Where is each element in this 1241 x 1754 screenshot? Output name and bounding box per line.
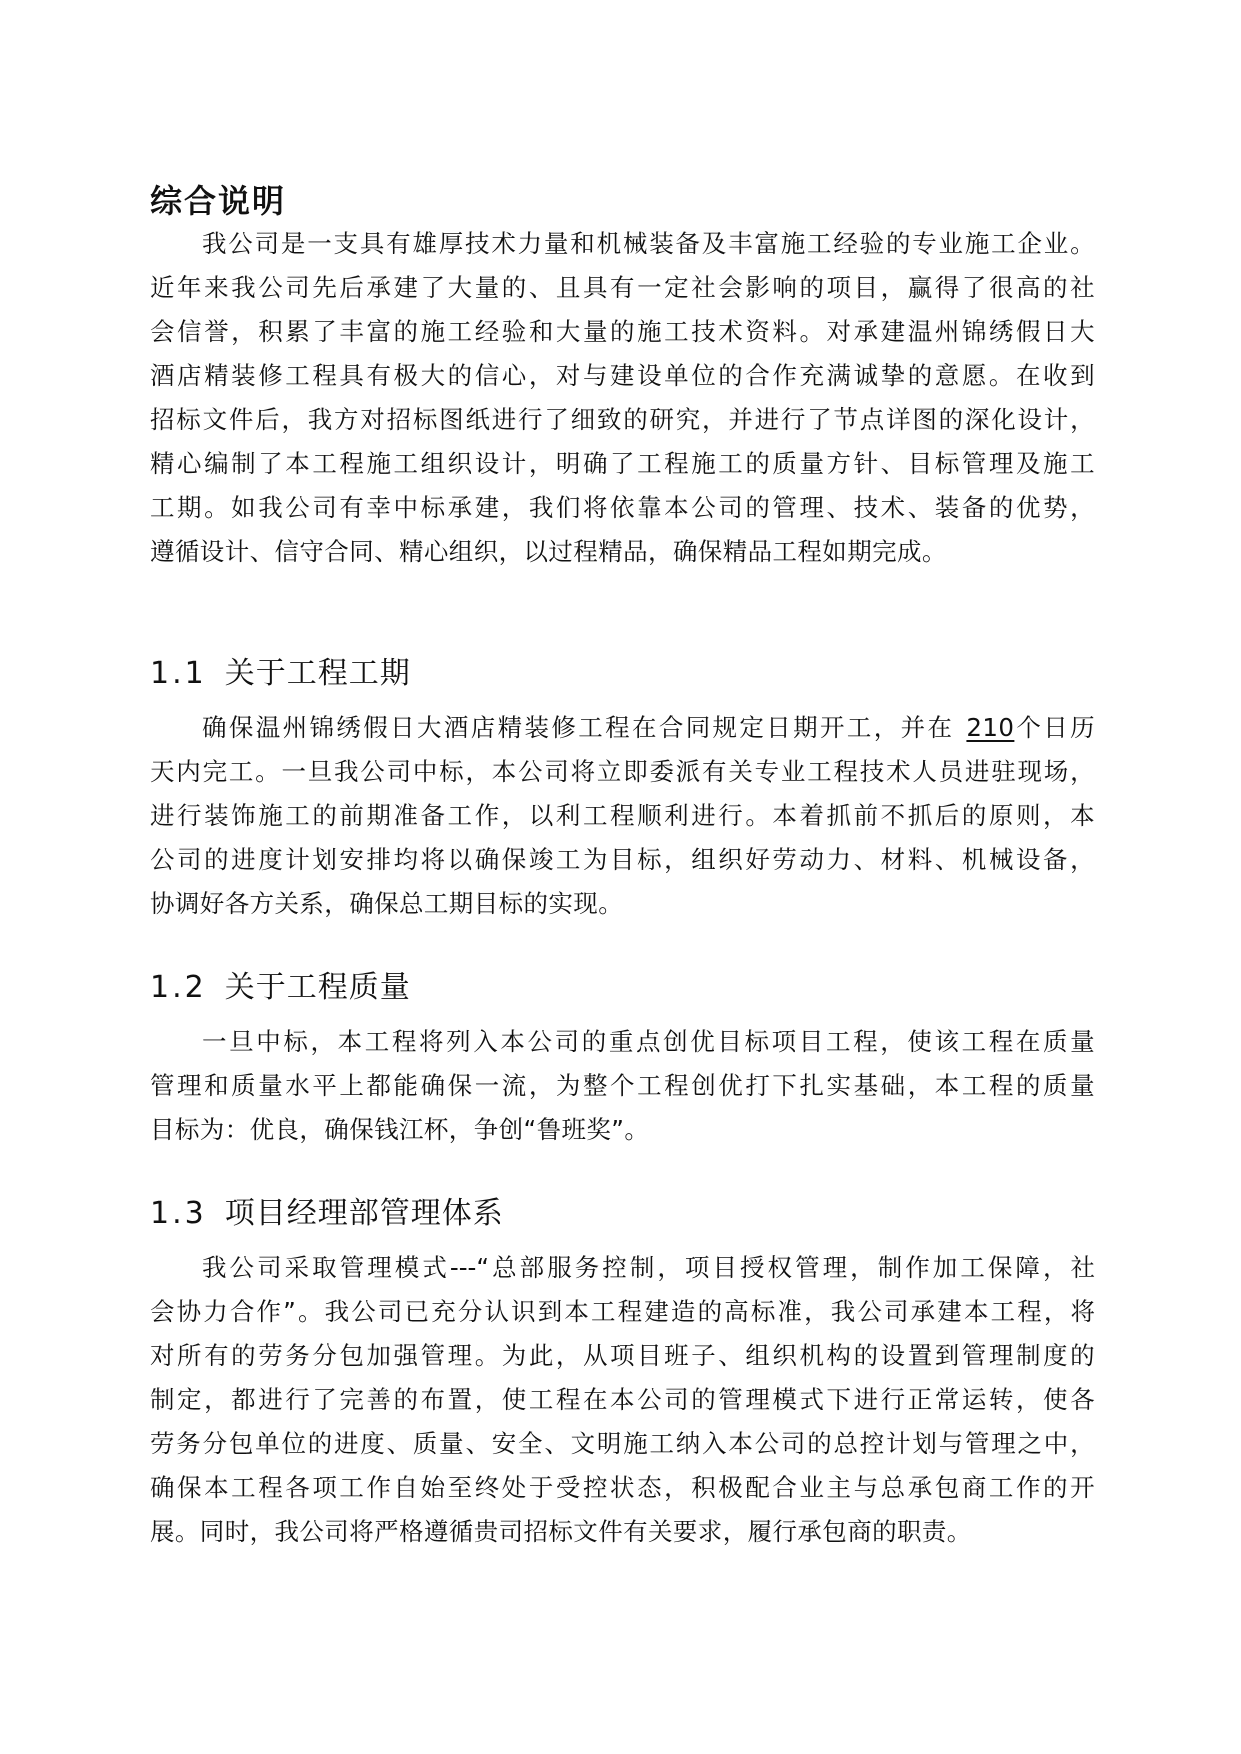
section-heading-schedule — [150, 652, 411, 696]
paragraph-line: 我公司是一支具有雄厚技术力量和机械装备及丰富施工经验的专业施工企业。 — [202, 229, 1095, 258]
paragraph-line: 会协力合作”。我公司已充分认识到本工程建造的高标准，我公司承建本工程，将 — [150, 1297, 1095, 1326]
section-number: 1.1 — [150, 656, 207, 691]
paragraph-line: 进行装饰施工的前期准备工作，以利工程顺利进行。本着抓前不抓后的原则，本 — [150, 801, 1095, 830]
paragraph-line: 酒店精装修工程具有极大的信心，对与建设单位的合作充满诚挚的意愿。在收到 — [150, 361, 1095, 390]
section-title: 关于工程质量 — [224, 970, 411, 1005]
document-title: 综合说明 — [150, 182, 287, 220]
paragraph-line: 一旦中标，本工程将列入本公司的重点创优目标项目工程，使该工程在质量 — [202, 1027, 1095, 1056]
section-title: 关于工程工期 — [224, 656, 411, 691]
section-number: 1.2 — [150, 970, 207, 1005]
paragraph-line: 劳务分包单位的进度、质量、安全、文明施工纳入本公司的总控计划与管理之中， — [150, 1429, 1095, 1458]
paragraph-line: 公司的进度计划安排均将以确保竣工为目标，组织好劳动力、材料、机械设备， — [150, 845, 1095, 874]
paragraph-line: 目标为：优良，确保钱江杯，争创“鲁班奖”。 — [150, 1115, 650, 1144]
paragraph-text: 确保温州锦绣假日大酒店精装修工程在合同规定日期开工，并在 — [202, 713, 955, 742]
intro-paragraph — [150, 222, 1095, 574]
duration-days-value: 210 — [966, 713, 1015, 742]
paragraph-line — [150, 706, 1095, 750]
paragraph-line: 协调好各方关系，确保总工期目标的实现。 — [150, 889, 624, 918]
paragraph-line: 近年来我公司先后承建了大量的、且具有一定社会影响的项目，赢得了很高的社 — [150, 273, 1095, 302]
paragraph-line: 招标文件后，我方对招标图纸进行了细致的研究，并进行了节点详图的深化设计， — [150, 405, 1095, 434]
section-heading-management — [150, 1192, 504, 1236]
quality-paragraph — [150, 1020, 1095, 1152]
paragraph-line: 天内完工。一旦我公司中标，本公司将立即委派有关专业工程技术人员进驻现场， — [150, 757, 1095, 786]
paragraph-line: 工期。如我公司有幸中标承建，我们将依靠本公司的管理、技术、装备的优势， — [150, 493, 1095, 522]
paragraph-line: 精心编制了本工程施工组织设计，明确了工程施工的质量方针、目标管理及施工 — [150, 449, 1095, 478]
schedule-paragraph — [150, 706, 1095, 926]
section-title: 项目经理部管理体系 — [224, 1196, 504, 1231]
paragraph-line: 会信誉，积累了丰富的施工经验和大量的施工技术资料。对承建温州锦绣假日大 — [150, 317, 1095, 346]
paragraph-line: 遵循设计、信守合同、精心组织，以过程精品，确保精品工程如期完成。 — [150, 537, 947, 566]
paragraph-line: 展。同时，我公司将严格遵循贵司招标文件有关要求，履行承包商的职责。 — [150, 1517, 972, 1546]
paragraph-line: 我公司采取管理模式---“总部服务控制，项目授权管理，制作加工保障，社 — [202, 1253, 1095, 1282]
paragraph-line: 对所有的劳务分包加强管理。为此，从项目班子、组织机构的设置到管理制度的 — [150, 1341, 1095, 1370]
section-heading-quality — [150, 966, 411, 1010]
duration-days-unit: 个日历 — [1014, 713, 1096, 742]
paragraph-line: 制定，都进行了完善的布置，使工程在本公司的管理模式下进行正常运转，使各 — [150, 1385, 1095, 1414]
section-number: 1.3 — [150, 1196, 207, 1231]
management-paragraph — [150, 1246, 1095, 1554]
paragraph-line: 管理和质量水平上都能确保一流，为整个工程创优打下扎实基础，本工程的质量 — [150, 1071, 1095, 1100]
paragraph-line: 确保本工程各项工作自始至终处于受控状态，积极配合业主与总承包商工作的开 — [150, 1473, 1095, 1502]
